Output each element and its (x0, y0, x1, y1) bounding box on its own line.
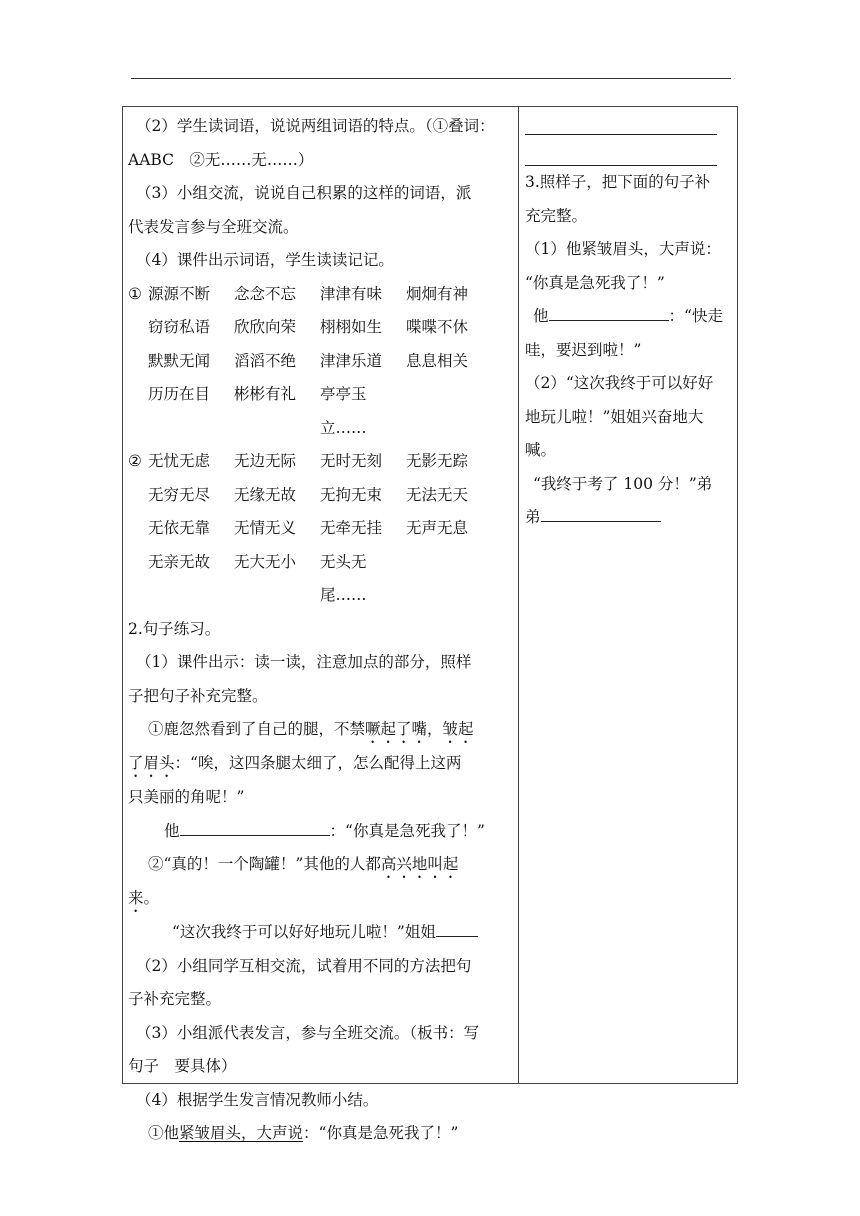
word-row (128, 311, 512, 345)
example-2 (128, 848, 512, 882)
word-item: 无缘无故 (234, 485, 297, 504)
word-row (128, 345, 512, 379)
answer-line[interactable] (525, 143, 717, 166)
word-group-marker (128, 479, 148, 513)
word-item: 喋喋不休 (406, 318, 469, 336)
word-group-marker: ① (128, 284, 142, 303)
example-2-cont (128, 882, 512, 916)
example-1-dotted: 噘起了嘴，皱起 (365, 720, 474, 738)
word-group-1 (128, 278, 512, 446)
word-item: 津津乐道 (320, 351, 383, 370)
word-item: 炯炯有神 (406, 284, 469, 303)
example-2-dotted-2: 来 (128, 889, 144, 907)
example-2-fill (128, 916, 512, 950)
word-row (128, 512, 512, 546)
example-1-text: ①鹿忽然看到了自己的腿，不禁 (148, 720, 366, 738)
step-2-text: （2）学生读词语，说说两组词语的特点。（①叠词： (136, 117, 495, 135)
example-2-dotted: 高兴地叫起 (380, 855, 459, 873)
word-item: 默默无闻 (148, 351, 211, 370)
word-row (128, 479, 512, 513)
summary-underlined: 紧皱眉头，大声说 (179, 1124, 304, 1142)
exercise-column (525, 110, 732, 535)
sentence-step-1: （1）课件出示：读一读，注意加点的部分，照样 (136, 653, 472, 671)
example-2-text: ②“真的！一个陶罐！”其他的人都 (148, 855, 381, 873)
word-item: 无依无靠 (148, 519, 211, 537)
step-3-text: （3）小组交流，说说自己积累的这样的词语，派 (136, 184, 472, 202)
exercise-3-title: 3.照样子，把下面的句子补 (525, 173, 711, 191)
word-row (128, 445, 512, 479)
header-rule (131, 78, 731, 79)
word-row (128, 546, 512, 613)
fill-suffix: ：“你真是急死我了！” (329, 821, 485, 840)
exercise-3-1-quote: “你真是急死我了！” (525, 273, 665, 292)
fill-blank[interactable] (436, 918, 478, 937)
step-3-text-cont: 代表发言参与全班交流。 (128, 217, 299, 236)
word-group-marker (128, 345, 148, 379)
word-item: 彬彬有礼 (234, 385, 297, 403)
fill-blank[interactable] (180, 817, 330, 836)
fill-blank[interactable] (541, 503, 661, 522)
word-item: 无时无刻 (320, 452, 383, 470)
word-item: 念念不忘 (234, 284, 297, 303)
exercise-3-2-end: 喊。 (525, 441, 557, 459)
example-1 (128, 713, 512, 747)
word-row (128, 278, 512, 312)
word-item: 无情无义 (234, 519, 297, 537)
word-group-2 (128, 445, 512, 613)
exercise-3-2-cont: 地玩儿啦！”姐姐兴奋地大 (525, 407, 704, 426)
example-1-fill (128, 815, 512, 849)
word-item: 滔滔不绝 (234, 351, 297, 370)
word-group-marker (128, 378, 148, 445)
summary-prefix: ①他 (148, 1124, 180, 1142)
word-item: 窃窃私语 (148, 318, 211, 336)
word-item: 源源不断 (148, 284, 211, 303)
example-1-cont (128, 747, 512, 781)
word-item: 息息相关 (406, 351, 469, 370)
word-group-marker (128, 546, 148, 613)
example-1-text-2: ：“唉，这四条腿太细了，怎么配得上这两 (174, 754, 462, 772)
sentence-step-2: （2）小组同学互相交流，试着用不同的方法把句 (136, 956, 472, 975)
exercise-3-1-end: 哇，要迟到啦！” (525, 340, 642, 359)
sentence-step-4: （4）根据学生发言情况教师小结。 (136, 1090, 379, 1109)
summary-suffix: ：“你真是急死我了！” (303, 1124, 459, 1142)
answer-line[interactable] (525, 112, 717, 135)
word-item: 无忧无虑 (148, 452, 211, 470)
example-1-end: 只美丽的角呢！” (128, 788, 245, 806)
summary-example (128, 1117, 512, 1151)
exercise-3-1: （1）他紧皱眉头，大声说： (525, 240, 721, 258)
word-group-marker: ② (128, 452, 142, 470)
word-item: 无牵无挂 (320, 519, 383, 537)
word-item: 无大无小 (234, 552, 297, 571)
exercise-3-title-cont: 充完整。 (525, 206, 588, 225)
step-4-text: （4）课件出示词语，学生读读记记。 (136, 251, 394, 269)
word-item: 历历在目 (148, 385, 211, 403)
word-row (128, 378, 512, 445)
fill-prefix: 弟 (525, 508, 541, 526)
word-item: 栩栩如生 (320, 318, 383, 336)
section-2-title: 2.句子练习。 (128, 619, 221, 638)
fill-prefix: 他 (164, 821, 180, 840)
sentence-step-3: （3）小组派代表发言，参与全班交流。（板书：写 (136, 1023, 480, 1042)
word-item: 无头无尾…… (320, 552, 367, 604)
word-item: 无法无天 (406, 485, 469, 504)
teaching-process-column (128, 110, 512, 1151)
sentence-step-2-cont: 子补充完整。 (128, 990, 222, 1008)
example-2-end: 。 (143, 889, 160, 907)
word-group-marker (128, 512, 148, 546)
word-item: 津津有味 (320, 284, 383, 303)
column-divider (518, 106, 519, 1084)
example-1-dotted-2: 了眉头 (128, 754, 175, 772)
example-2-fill-text: “这次我终于可以好好地玩儿啦！”姐姐 (172, 923, 436, 941)
exercise-3-1-fill (525, 300, 732, 334)
word-item: 无拘无束 (320, 485, 383, 504)
word-item: 欣欣向荣 (234, 318, 297, 336)
word-item: 无声无息 (406, 519, 469, 537)
sentence-step-1-cont: 子把句子补充完整。 (128, 686, 268, 705)
word-item: 亭亭玉立…… (320, 385, 367, 437)
fill-prefix: 他 (533, 307, 549, 325)
word-group-marker (128, 311, 148, 345)
exercise-3-2-quote: “我终于考了 100 分！”弟 (533, 474, 713, 493)
word-item: 无边无际 (234, 452, 297, 470)
word-item: 无影无踪 (406, 452, 469, 470)
exercise-3-2: （2）“这次我终于可以好好 (525, 374, 714, 392)
fill-blank[interactable] (549, 302, 669, 321)
fill-suffix: ：“快走 (668, 307, 723, 325)
word-item: 无穷无尽 (148, 485, 211, 504)
exercise-3-2-fill (525, 501, 732, 535)
step-2-text-cont: AABC ②无……无……） (128, 150, 314, 169)
sentence-step-3-cont: 句子 要具体） (128, 1057, 237, 1075)
word-item: 无亲无故 (148, 552, 211, 571)
